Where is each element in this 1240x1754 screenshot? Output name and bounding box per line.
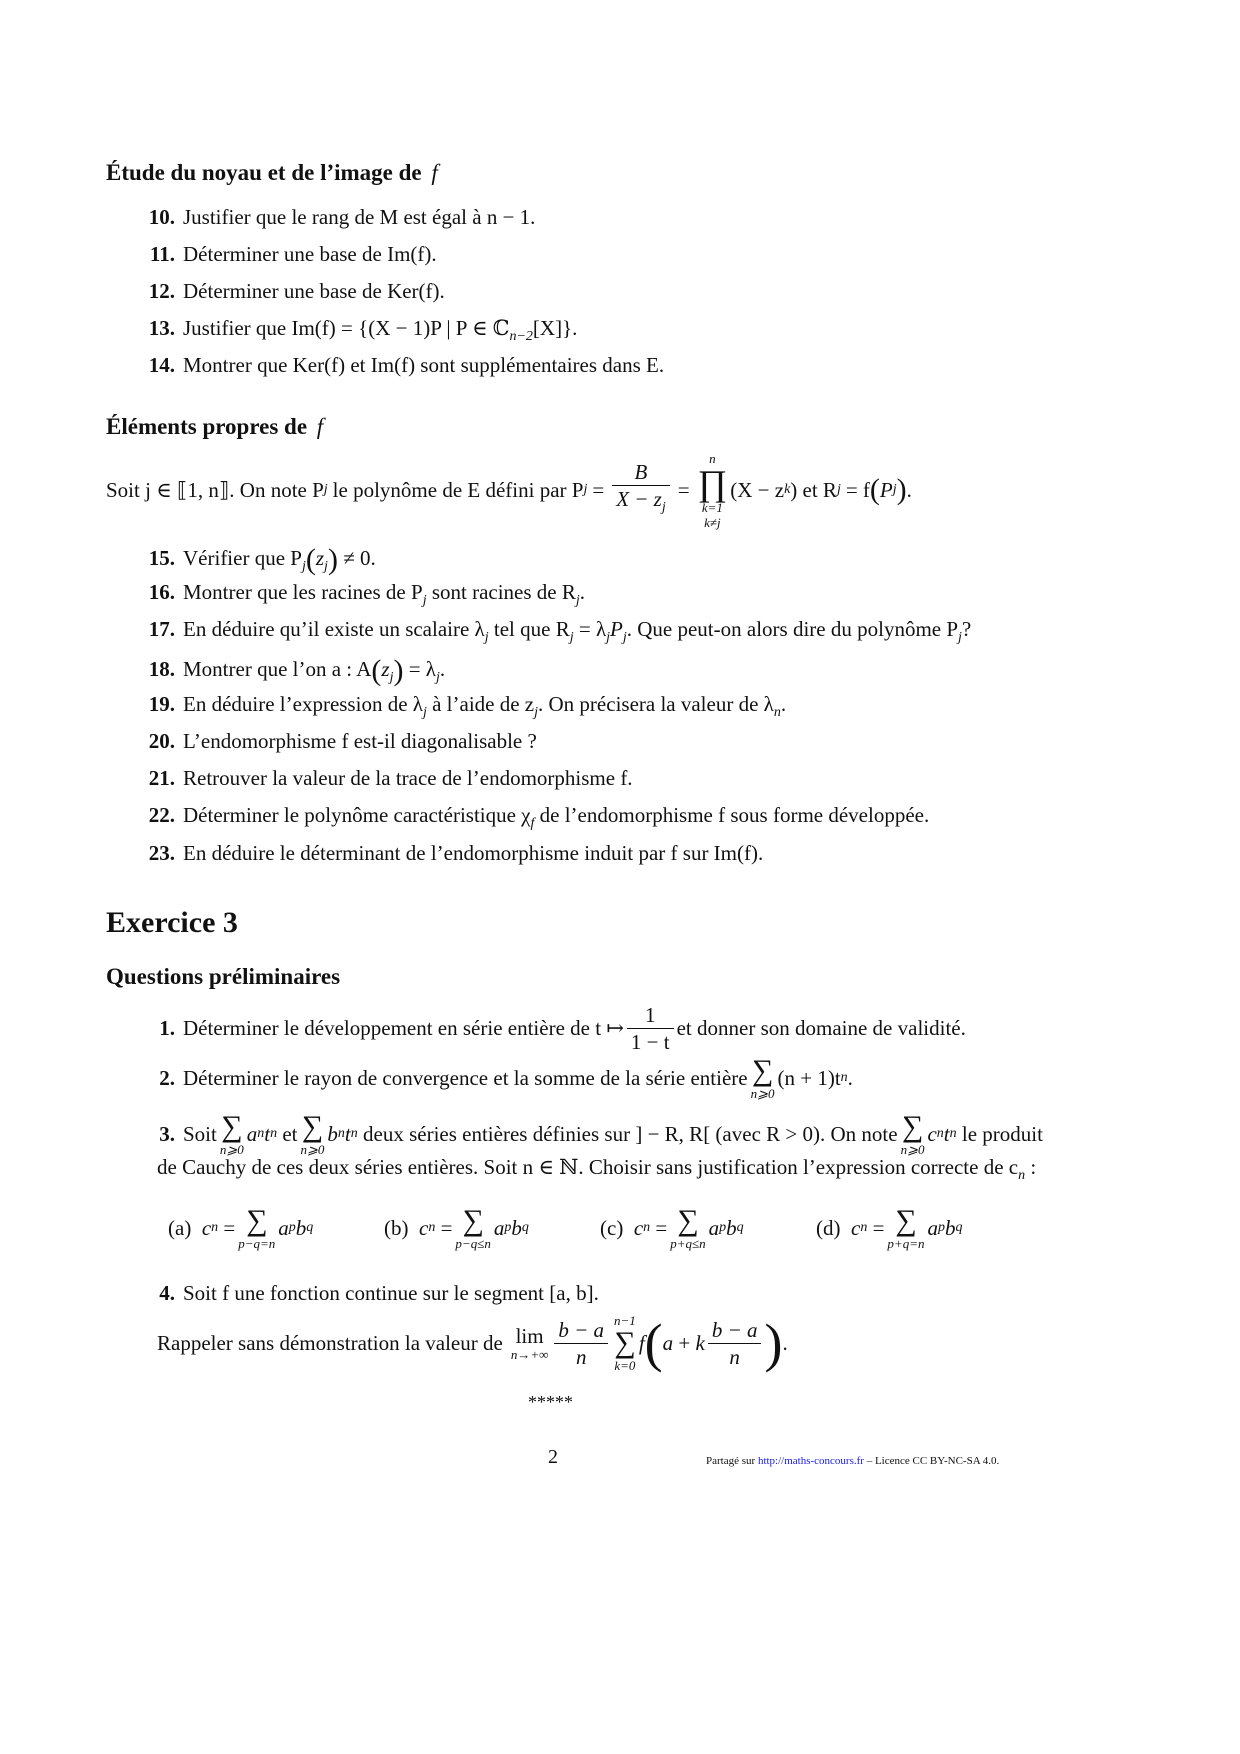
question-22: 22. Déterminer le polynôme caractéristique $\chi_f$ de l’endomorphisme f sous forme développée. xyxy=(134,803,929,832)
option-b: (b) c n = ∑ p−q≤n a p b q xyxy=(384,1203,529,1251)
question-18: 18. Montrer que l’on a : $A(z_j) = \lambda_j$. xyxy=(134,654,445,688)
fraction-denominator: X − z xyxy=(616,487,662,511)
question-10 xyxy=(134,205,535,230)
question-11 xyxy=(134,242,437,267)
section-title-elements xyxy=(106,414,323,440)
product-upper: n xyxy=(709,450,716,466)
subscript: j xyxy=(661,500,666,515)
sum-lower: p+q≤n xyxy=(670,1235,706,1251)
question-number: 18. xyxy=(148,657,175,681)
fraction xyxy=(554,1317,608,1370)
exercise-title: Exercice 3 xyxy=(106,906,238,939)
question-text: ≠ 0. xyxy=(343,546,376,570)
question-number: 11. xyxy=(149,242,175,266)
definition-text: le polynôme de E défini par P xyxy=(332,477,584,502)
question-number: 14. xyxy=(148,353,175,377)
prelim-question-3: 3. Soit ∑ n⩾0 a n t n et ∑ n⩾0 b n t n deux séries entières définies sur ] − R, R[ (avec R > 0). On note ∑ n⩾0 c n t n le produit xyxy=(134,1106,1043,1162)
question-text: Rappeler sans démonstration la valeur de xyxy=(157,1330,503,1355)
question-text: Déterminer le rayon de convergence et la somme de la série entière xyxy=(183,1065,748,1090)
question-text: Montrer que Ker(f) et Im(f) sont supplémentaires dans E. xyxy=(183,353,665,377)
question-number: 1. xyxy=(159,1015,175,1040)
question-text: le produit xyxy=(961,1121,1043,1146)
question-text: . xyxy=(780,692,787,716)
question-text: Soit f une fonction continue sur le segment [a, b]. xyxy=(183,1281,599,1305)
question-text: Montrer que les racines de P xyxy=(183,580,423,604)
prelim-question-2: 2. Déterminer le rayon de convergence et la somme de la série entière ∑ n⩾0 (n + 1)t n . xyxy=(134,1050,853,1106)
question-12 xyxy=(134,279,445,304)
question-text: deux séries entières définies sur ] − R, R[ (avec R > 0). On note xyxy=(363,1121,898,1146)
section-title-text: Étude du noyau et de l’image de xyxy=(106,160,422,185)
prelim-question-4 xyxy=(134,1281,599,1306)
limit-lower: n→+∞ xyxy=(510,1346,549,1362)
question-text: [X]}. xyxy=(532,316,578,340)
sum-lower: n⩾0 xyxy=(219,1141,244,1157)
question-text: = λ xyxy=(578,617,607,641)
question-text: Déterminer le polynôme caractéristique χ xyxy=(183,803,531,827)
fraction-numerator: b − a xyxy=(708,1317,762,1344)
fraction-denominator: n xyxy=(575,1344,587,1369)
question-17: 17. En déduire qu’il existe un scalaire $\lambda_j$ tel que $R_j = \lambda_jP_j$. Que peut-on alors dire du polynôme $P_j$? xyxy=(134,617,971,646)
option-label: (b) xyxy=(384,1215,409,1240)
question-text: = λ xyxy=(408,657,436,681)
sum-operator: ∑ n⩾0 xyxy=(750,1053,775,1101)
separator-stars: ***** xyxy=(528,1392,573,1412)
sum-lower: n⩾0 xyxy=(900,1141,925,1157)
question-text: En déduire qu’il existe un scalaire λ xyxy=(183,617,485,641)
fraction xyxy=(627,1002,674,1055)
question-text: . xyxy=(439,657,446,681)
section-title-prelim: Questions préliminaires xyxy=(106,964,341,989)
question-text: tel que R xyxy=(493,617,570,641)
fraction xyxy=(612,459,670,521)
subscript: n−2 xyxy=(509,329,533,344)
question-number: 15. xyxy=(148,546,175,570)
fraction xyxy=(708,1317,762,1370)
definition-text: (X − z xyxy=(730,477,785,502)
question-text: de Cauchy de ces deux séries entières. Soit n ∈ ℕ. Choisir sans justification l’expression correcte de c xyxy=(157,1155,1019,1179)
question-text: Déterminer le développement en série entière de t ↦ xyxy=(183,1015,624,1040)
question-number: 23. xyxy=(148,841,175,865)
question-number: 21. xyxy=(148,766,175,790)
option-a: (a) c n = ∑ p−q=n a p b q xyxy=(168,1203,314,1251)
question-number: 12. xyxy=(148,279,175,303)
question-21 xyxy=(134,766,633,791)
sum-lower: p+q=n xyxy=(887,1235,925,1251)
sum-operator: ∑ p+q=n xyxy=(887,1203,925,1251)
prelim-question-3-line2: de Cauchy de ces deux séries entières. Soit n ∈ ℕ. Choisir sans justification l’expression correcte de $c_n$ : xyxy=(157,1155,1037,1183)
prelim-question-4-line2: Rappeler sans démonstration la valeur de lim n→+∞ $\frac{b - a}{n}$ n−1 ∑ k=0 f ( a + k $\frac{b - a}{n}$ ) . xyxy=(157,1313,788,1373)
question-text: Justifier que le rang de M est égal à n − 1. xyxy=(183,205,536,229)
question-number: 3. xyxy=(159,1121,175,1146)
prelim-question-1 xyxy=(134,1000,966,1056)
question-number: 17. xyxy=(148,617,175,641)
sum-lower: p−q=n xyxy=(238,1235,276,1251)
fraction-numerator: b − a xyxy=(554,1317,608,1344)
question-text: . On précisera la valeur de λ xyxy=(538,692,774,716)
product-lower: k=1 xyxy=(701,499,723,515)
fraction-denominator: n xyxy=(729,1344,740,1369)
sum-lower: n⩾0 xyxy=(750,1085,775,1101)
question-text: et donner son domaine de validité. xyxy=(676,1015,966,1040)
sum-operator: n−1 ∑ k=0 xyxy=(614,1313,636,1373)
question-number: 16. xyxy=(148,580,175,604)
question-text: de l’endomorphisme f sous forme développée. xyxy=(539,803,930,827)
question-text: Soit xyxy=(183,1121,217,1146)
sum-lower: n⩾0 xyxy=(300,1141,325,1157)
question-20 xyxy=(134,729,537,754)
question-text: Déterminer une base de Im(f). xyxy=(183,242,437,266)
question-13 xyxy=(134,316,577,345)
question-text: sont racines de R xyxy=(431,580,576,604)
question-number: 22. xyxy=(148,803,175,827)
footer-link[interactable]: http://maths-concours.fr xyxy=(757,1455,864,1467)
question-number: 20. xyxy=(148,729,175,753)
section-title-etude xyxy=(106,160,438,186)
question-number: 19. xyxy=(148,692,175,716)
question-text: . xyxy=(579,580,586,604)
question-text: Retrouver la valeur de la trace de l’endomorphisme f. xyxy=(183,766,633,790)
sum-operator: ∑ n⩾0 xyxy=(219,1109,244,1157)
question-text: et xyxy=(282,1121,298,1146)
question-text: à l’aide de z xyxy=(432,692,535,716)
question-number: 2. xyxy=(159,1065,175,1090)
question-number: 13. xyxy=(148,316,175,340)
product-lower: k≠j xyxy=(704,514,721,530)
sum-operator: ∑ n⩾0 xyxy=(300,1109,325,1157)
sum-operator: ∑ n⩾0 xyxy=(900,1109,925,1157)
footer-text: Partagé sur xyxy=(706,1455,758,1467)
question-text: Déterminer une base de Ker(f). xyxy=(183,279,445,303)
product-operator: n ∏ k=1 k≠j xyxy=(697,450,728,530)
question-text: Vérifier que P xyxy=(183,546,302,570)
question-16: 16. Montrer que les racines de $P_j$ sont racines de $R_j$. xyxy=(134,580,585,609)
definition-text: ) et R xyxy=(790,477,837,502)
question-text: En déduire le déterminant de l’endomorphisme induit par f sur Im(f). xyxy=(183,841,764,865)
option-c: (c) c n = ∑ p+q≤n a p b q xyxy=(600,1203,744,1251)
option-d: (d) c n = ∑ p+q=n a p b q xyxy=(816,1203,963,1251)
page-number: 2 xyxy=(548,1446,558,1468)
question-text: (n + 1)t xyxy=(777,1065,841,1090)
sum-operator: ∑ p−q=n xyxy=(238,1203,276,1251)
question-14 xyxy=(134,353,664,378)
definition-line: Soit j ∈ ⟦1, n⟧. On note P j le polynôme de E défini par P j = $\frac{B}{X - z_j}$ = n ∏ k=1 k≠j (X − z k ) et R j = f ( P j ) . xyxy=(106,450,912,530)
question-text: Montrer que l’on a : A xyxy=(183,657,372,681)
question-text: Justifier que Im(f) = {(X − 1)P | P ∈ ℂ xyxy=(183,316,510,340)
question-text: En déduire l’expression de λ xyxy=(183,692,423,716)
option-label: (c) xyxy=(600,1215,624,1240)
fraction-numerator: B xyxy=(612,459,670,486)
section-var: f xyxy=(316,414,324,439)
question-number: 10. xyxy=(148,205,175,229)
fraction-numerator: 1 xyxy=(627,1002,674,1029)
option-label: (d) xyxy=(816,1215,841,1240)
fraction-denominator: 1 − t xyxy=(630,1029,670,1054)
limit-operator: lim n→+∞ xyxy=(510,1323,549,1362)
question-23 xyxy=(134,841,763,866)
question-number: 4. xyxy=(159,1281,175,1305)
footer-text: – Licence CC BY-NC-SA 4.0. xyxy=(863,1455,1000,1467)
subscript: j xyxy=(836,482,841,497)
footer-license xyxy=(706,1455,999,1467)
sum-operator: ∑ p+q≤n xyxy=(670,1203,706,1251)
sum-upper: n−1 xyxy=(614,1313,636,1328)
question-19: 19. En déduire l’expression de $\lambda_j$ à l’aide de $z_j$. On précisera la valeur de $\lambda_n$. xyxy=(134,692,786,721)
question-text: ? xyxy=(961,617,972,641)
sum-lower: k=0 xyxy=(614,1358,636,1373)
definition-text: = f xyxy=(845,477,870,502)
question-15: 15. Vérifier que $P_j(z_j) \ne 0$. xyxy=(134,543,376,577)
section-var: f xyxy=(431,160,438,185)
subscript: j xyxy=(583,482,588,497)
question-text: L’endomorphisme f est-il diagonalisable ? xyxy=(183,729,537,753)
definition-text: Soit j ∈ ⟦1, n⟧. On note P xyxy=(106,477,324,502)
question-text: . Que peut-on alors dire du polynôme P xyxy=(626,617,959,641)
section-title-text: Éléments propres de xyxy=(106,414,308,439)
option-label: (a) xyxy=(168,1215,192,1240)
sum-lower: p−q≤n xyxy=(455,1235,491,1251)
subscript: j xyxy=(323,482,328,497)
sum-operator: ∑ p−q≤n xyxy=(455,1203,491,1251)
